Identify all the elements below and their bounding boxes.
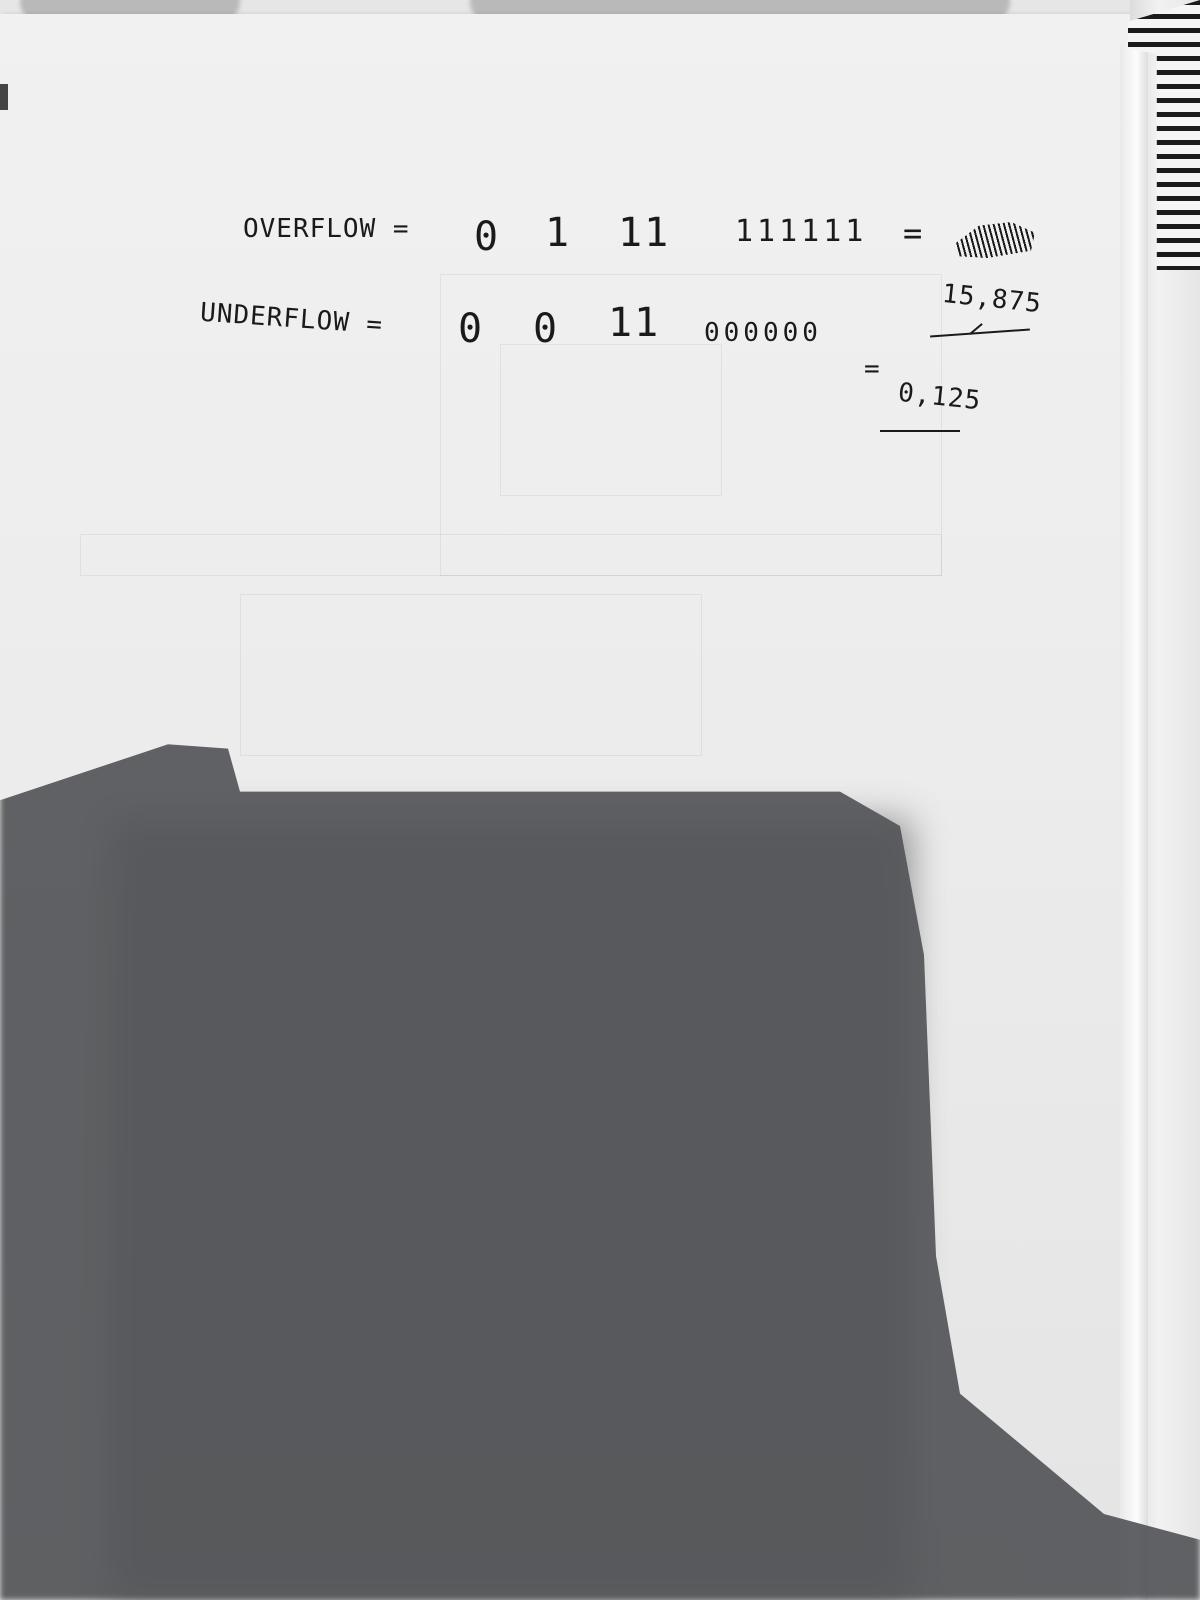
underflow-exp-bits: 11 [608, 300, 661, 346]
underflow-mantissa: 000000 [704, 318, 822, 348]
bleed-through-box [440, 274, 942, 576]
overflow-exp-bit: 1 [545, 210, 572, 256]
underflow-equals: = [864, 354, 882, 384]
overflow-exp-bits: 11 [618, 210, 671, 256]
overflow-sign-bit: 0 [474, 214, 501, 260]
bleed-through-box [240, 594, 702, 756]
overflow-equals: = [903, 214, 925, 252]
scribbled-out-value [955, 222, 1035, 258]
underflow-exp-bit: 0 [533, 306, 560, 352]
result-underline [880, 430, 960, 432]
underflow-sign-bit: 0 [458, 306, 485, 352]
overflow-label: OVERFLOW = [243, 214, 410, 244]
binding-edge [1120, 40, 1148, 1600]
overflow-result: 15,875 [940, 278, 1044, 320]
overflow-mantissa: 111111 [735, 214, 868, 249]
result-underline [930, 329, 1030, 338]
underflow-label: UNDERFLOW = [199, 297, 385, 341]
underflow-result: 0,125 [896, 377, 983, 417]
paper-edge-mark [0, 84, 8, 110]
